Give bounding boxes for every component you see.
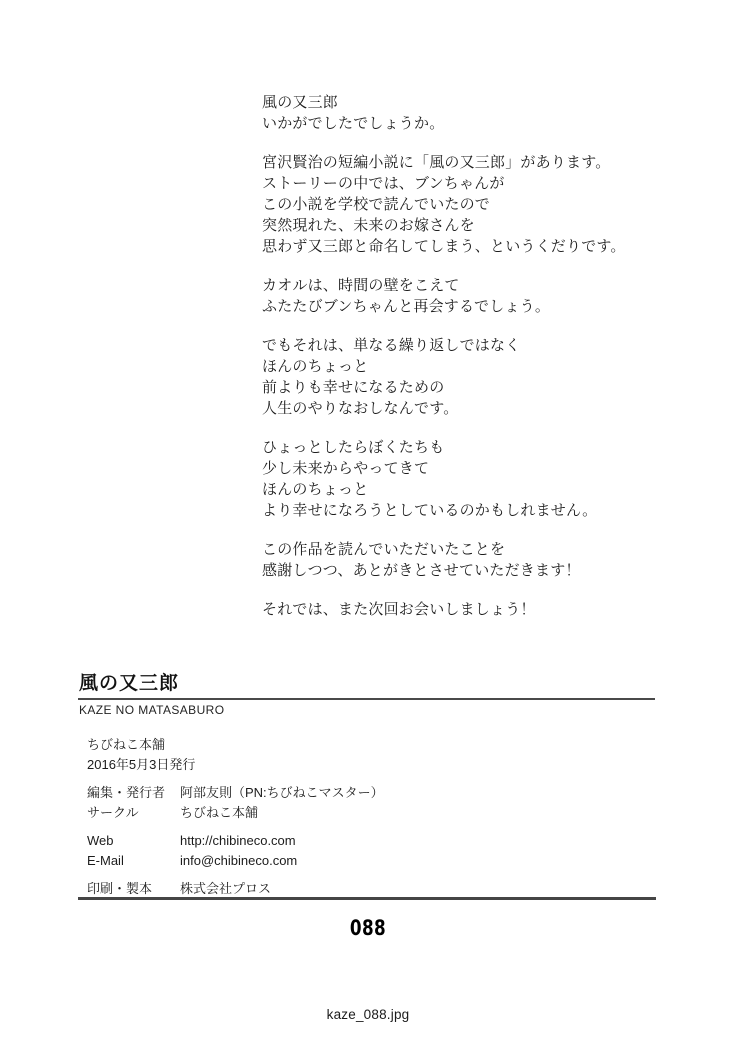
afterword-paragraph [262, 92, 626, 134]
afterword-line: 人生のやりなおしなんです。 [262, 400, 459, 417]
afterword-line: 風の又三郎 [262, 94, 339, 111]
colophon-row-label: Web [87, 833, 114, 848]
afterword-paragraph [262, 539, 626, 581]
afterword-line: 前よりも幸せになるための [262, 379, 445, 396]
afterword-line: でもそれは、単なる繰り返しではなく [262, 337, 521, 354]
afterword-paragraph [262, 335, 626, 419]
afterword-line: ひょっとしたらぼくたちも [262, 439, 445, 456]
colophon-circle-name: ちびねこ本舗 [87, 737, 166, 752]
afterword-line: いかがでしたでしょうか。 [262, 115, 445, 132]
afterword-paragraph [262, 275, 626, 317]
colophon-row [87, 851, 384, 871]
colophon-publish-date: 2016年5月3日発行 [87, 757, 196, 772]
colophon-bottom-rule [78, 897, 656, 900]
afterword-line: それでは、また次回お会いしましょう！ [262, 601, 536, 618]
colophon-title-romaji: KAZE NO MATASABURO [79, 703, 225, 717]
afterword-line: ストーリーの中では、ブンちゃんが [262, 175, 505, 192]
colophon-row-label: 編集・発行者 [87, 785, 166, 800]
afterword-line: より幸せになろうとしているのかもしれません。 [262, 502, 598, 519]
afterword-line: 少し未来からやってきて [262, 460, 430, 477]
afterword-line: この作品を読んでいただいたことを [262, 541, 506, 558]
colophon-row-value-web-url: http://chibineco.com [180, 833, 296, 848]
colophon-group-printing [87, 879, 384, 899]
afterword-line: この小説を学校で読んでいたので [262, 196, 491, 213]
afterword-paragraph [262, 599, 626, 620]
page-number: 088 [349, 916, 387, 940]
afterword-line: 感謝しつつ、あとがきとさせていただきます！ [262, 562, 581, 579]
afterword-line: 宮沢賢治の短編小説に「風の又三郎」があります。 [262, 154, 611, 171]
afterword-paragraph [262, 437, 626, 521]
afterword-line: ほんのちょっと [262, 481, 369, 498]
afterword-paragraph [262, 152, 626, 257]
colophon-row-value-email: info@chibineco.com [180, 853, 298, 868]
colophon-title: 風の又三郎 [79, 673, 180, 694]
afterword-line: カオルは、時間の壁をこえて [262, 277, 460, 294]
colophon-row-value: 株式会社プロス [180, 881, 272, 896]
colophon-row-label: サークル [87, 805, 139, 820]
afterword-line: ふたたびブンちゃんと再会するでしょう。 [262, 298, 551, 315]
colophon-row-value: ちびねこ本舗 [180, 805, 259, 820]
afterword-line: ほんのちょっと [262, 358, 369, 375]
colophon-group-contact [87, 831, 384, 871]
colophon-row-value: 阿部友則（PN:ちびねこマスター） [180, 785, 384, 800]
colophon-group-staff [87, 783, 384, 823]
title-underline-rule [78, 698, 655, 700]
colophon-row-label: 印刷・製本 [87, 881, 153, 896]
colophon-row [87, 879, 384, 899]
afterword-line: 突然現れた、未来のお嫁さんを [262, 217, 475, 234]
colophon-detail-rows [87, 783, 384, 907]
colophon-publisher-block [87, 735, 195, 775]
afterword-text [262, 92, 626, 638]
image-filename-caption: kaze_088.jpg [326, 1007, 410, 1022]
colophon-row [87, 831, 384, 851]
colophon-row-label: E-Mail [87, 853, 124, 868]
colophon-row [87, 803, 384, 823]
afterword-line: 思わず又三郎と命名してしまう、というくだりです。 [262, 238, 626, 255]
colophon-row [87, 783, 384, 803]
